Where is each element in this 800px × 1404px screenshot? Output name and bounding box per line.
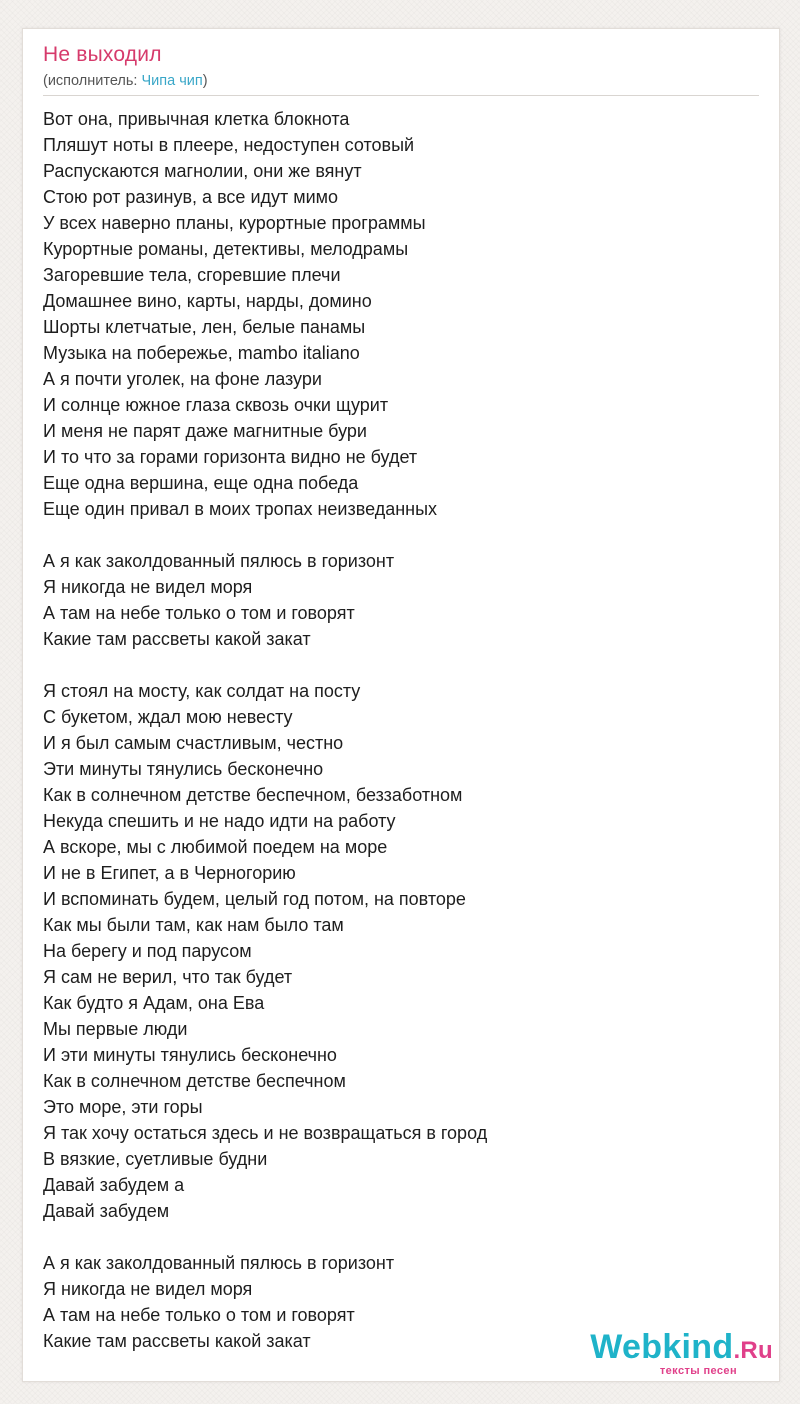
- lyric-line: А я почти уголек, на фоне лазури: [43, 369, 322, 389]
- logo-tld: .Ru: [733, 1337, 773, 1364]
- lyrics-card: [22, 28, 780, 1382]
- lyric-line: В вязкие, суетливые будни: [43, 1149, 268, 1169]
- lyric-line: Это море, эти горы: [43, 1097, 203, 1117]
- title-divider: [43, 95, 759, 96]
- lyric-line: Я никогда не видел моря: [43, 1279, 253, 1299]
- lyric-line: С букетом, ждал мою невесту: [43, 707, 293, 727]
- logo-tagline: тексты песен: [659, 1365, 737, 1377]
- lyric-line: И вспоминать будем, целый год потом, на повторе: [43, 889, 466, 909]
- lyric-line: Вот она, привычная клетка блокнота: [43, 109, 350, 129]
- lyric-line: А я как заколдованный пялюсь в горизонт: [43, 551, 395, 571]
- lyric-line: Загоревшие тела, сгоревшие плечи: [43, 265, 341, 285]
- lyric-line: Курортные романы, детективы, мелодрамы: [43, 239, 409, 259]
- lyric-line: Давай забудем а: [43, 1175, 185, 1195]
- artist-prefix: (исполнитель:: [43, 73, 142, 89]
- lyric-line: Я так хочу остаться здесь и не возвращаться в город: [43, 1123, 488, 1143]
- lyric-line: И я был самым счастливым, честно: [43, 733, 344, 753]
- lyric-line: И не в Египет, а в Черногорию: [43, 863, 296, 883]
- lyric-line: Эти минуты тянулись бесконечно: [43, 759, 324, 779]
- lyric-line: И солнце южное глаза сквозь очки щурит: [43, 395, 389, 415]
- lyric-line: Распускаются магнолии, они же вянут: [43, 161, 362, 181]
- lyric-line: Какие там рассветы какой закат: [43, 1331, 311, 1351]
- lyric-line: Стою рот разинув, а все идут мимо: [43, 187, 339, 207]
- lyric-line: И эти минуты тянулись бесконечно: [43, 1045, 337, 1065]
- lyric-line: А там на небе только о том и говорят: [43, 603, 355, 623]
- lyric-line: Еще одна вершина, еще одна победа: [43, 473, 359, 493]
- lyric-line: Музыка на побережье, mambo italiano: [43, 343, 360, 363]
- lyric-line: Как мы были там, как нам было там: [43, 915, 344, 935]
- lyric-line: У всех наверно планы, курортные программы: [43, 213, 426, 233]
- song-title: Не выходил: [43, 43, 162, 66]
- lyric-line: Я стоял на мосту, как солдат на посту: [43, 681, 361, 701]
- artist-suffix: ): [202, 73, 208, 89]
- stanza-break: [43, 1224, 759, 1250]
- lyric-line: На берегу и под парусом: [43, 941, 252, 961]
- logo-wordmark: [590, 1330, 773, 1368]
- lyric-line: Еще один привал в моих тропах неизведанных: [43, 499, 438, 519]
- logo-name: Webkind: [590, 1328, 734, 1366]
- lyrics-text: [43, 106, 759, 1354]
- lyric-line: И меня не парят даже магнитные бури: [43, 421, 367, 441]
- lyric-line: А я как заколдованный пялюсь в горизонт: [43, 1253, 395, 1273]
- lyric-line: Шорты клетчатые, лен, белые панамы: [43, 317, 366, 337]
- lyric-line: Как в солнечном детстве беспечном: [43, 1071, 346, 1091]
- lyric-line: Домашнее вино, карты, нарды, домино: [43, 291, 372, 311]
- artist-link[interactable]: Чипа чип: [141, 73, 203, 89]
- lyric-line: А там на небе только о том и говорят: [43, 1305, 355, 1325]
- stanza-break: [43, 652, 759, 678]
- lyric-line: Как в солнечном детстве беспечном, беззаботном: [43, 785, 463, 805]
- lyric-line: Мы первые люди: [43, 1019, 188, 1039]
- lyric-line: Некуда спешить и не надо идти на работу: [43, 811, 396, 831]
- artist-line: [43, 73, 208, 89]
- lyric-line: Я сам не верил, что так будет: [43, 967, 293, 987]
- lyric-line: Я никогда не видел моря: [43, 577, 253, 597]
- lyric-line: Давай забудем: [43, 1201, 170, 1221]
- site-logo[interactable]: [590, 1330, 773, 1377]
- lyric-line: Как будто я Адам, она Ева: [43, 993, 265, 1013]
- stanza-break: [43, 522, 759, 548]
- lyric-line: Какие там рассветы какой закат: [43, 629, 311, 649]
- lyric-line: Пляшут ноты в плеере, недоступен сотовый: [43, 135, 415, 155]
- lyric-line: И то что за горами горизонта видно не будет: [43, 447, 418, 467]
- lyric-line: А вскоре, мы с любимой поедем на море: [43, 837, 388, 857]
